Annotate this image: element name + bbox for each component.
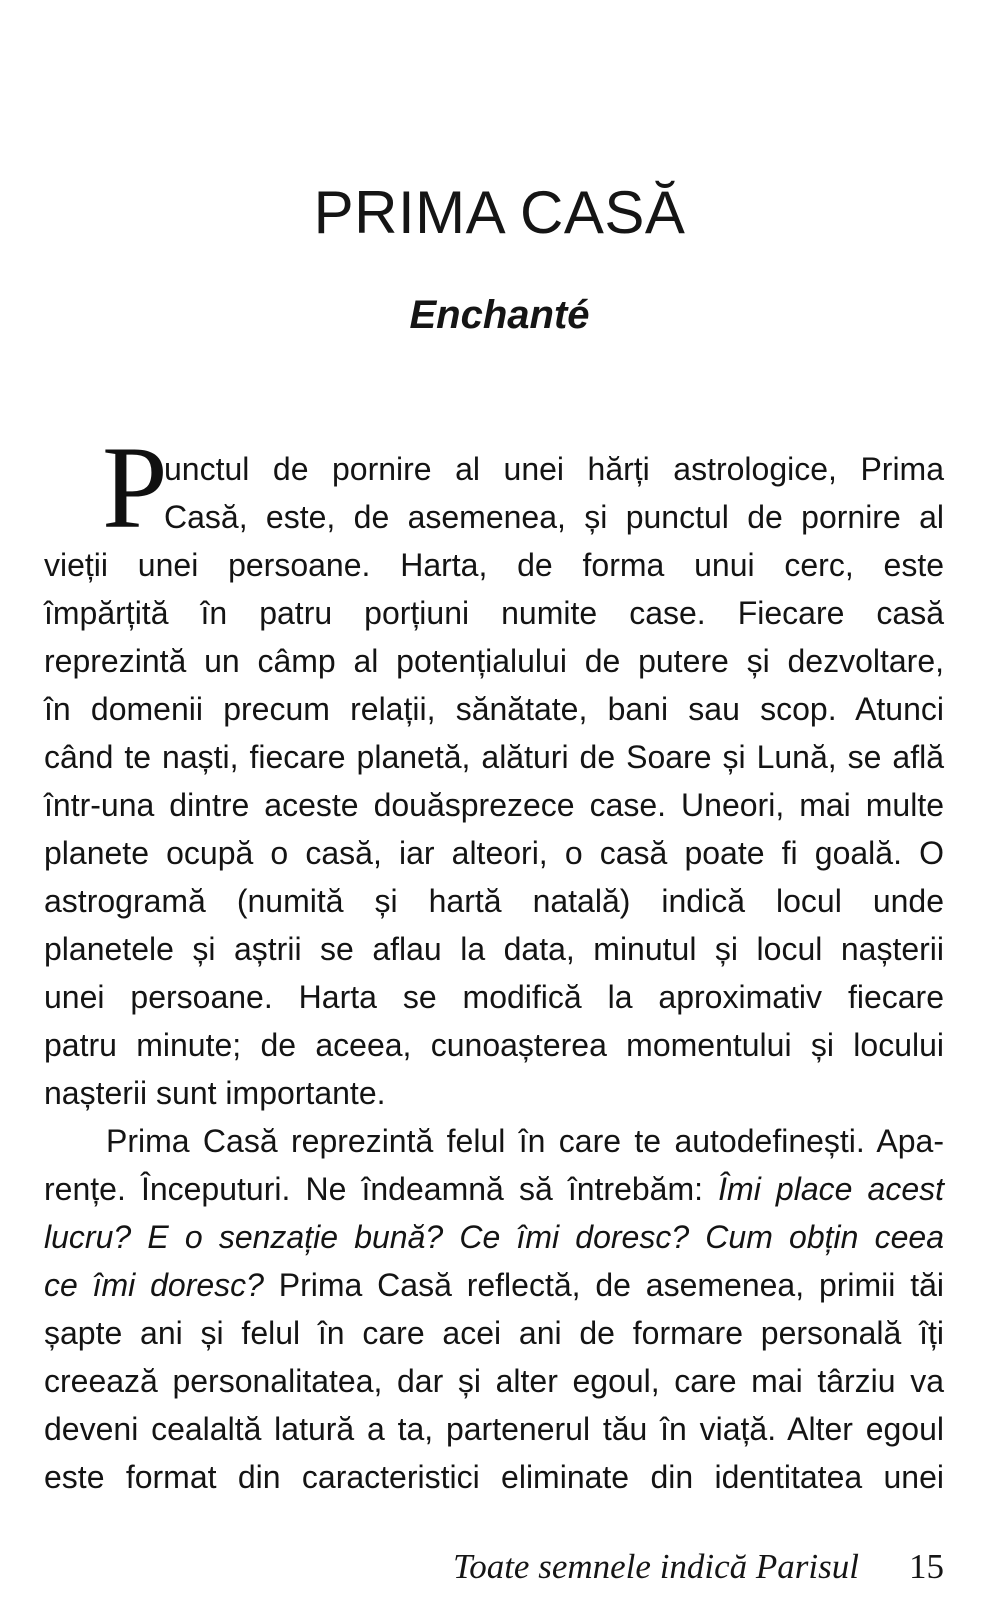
- text-segment: reprezintă un câmp al potențialului de putere și dezvoltare,: [44, 643, 944, 679]
- body-text: [44, 445, 944, 1501]
- text-segment: Prima Casă reflectă, de asemenea, primii tăi: [263, 1267, 944, 1303]
- chapter-subtitle: Enchanté: [409, 293, 590, 337]
- text-line: [44, 877, 944, 925]
- text-line: [44, 1213, 944, 1261]
- text-line: [44, 1405, 944, 1453]
- text-segment: rențe. Începuturi. Ne îndeamnă să întrebăm:: [44, 1171, 719, 1207]
- text-segment: astrogramă (numită și hartă natală) indică locul unde: [44, 883, 944, 919]
- text-segment: Îmi place acest: [718, 1171, 945, 1207]
- text-segment: nașterii sunt importante.: [44, 1075, 386, 1111]
- text-segment: unei persoane. Harta se modifică la aproximativ fiecare: [44, 979, 944, 1015]
- text-segment: este format din caracteristici eliminate din identitatea unei: [44, 1459, 944, 1495]
- text-line: [44, 445, 944, 493]
- text-segment: unctul de pornire al unei hărți astrologice, Prima: [164, 451, 944, 487]
- text-line: [44, 781, 944, 829]
- page-footer: [44, 1548, 944, 1587]
- text-line: [44, 1117, 944, 1165]
- text-line: [44, 925, 944, 973]
- text-segment: planete ocupă o casă, iar alteori, o casă poate fi goală. O: [44, 835, 944, 871]
- text-segment: Prima Casă reprezintă felul în care te autodefinești. Apa-: [106, 1123, 944, 1159]
- text-segment: creează personalitatea, dar și alter egoul, care mai târziu va: [44, 1363, 944, 1399]
- text-line: [44, 1309, 944, 1357]
- text-line: [44, 1261, 944, 1309]
- text-line: [44, 829, 944, 877]
- text-line: [44, 589, 944, 637]
- text-line: [44, 1453, 944, 1501]
- text-segment: deveni cealaltă latură a ta, partenerul tău în viață. Alter egoul: [44, 1411, 944, 1447]
- text-line: [44, 493, 944, 541]
- text-line: [44, 1165, 944, 1213]
- text-line: [44, 637, 944, 685]
- text-line: [44, 1021, 944, 1069]
- text-segment: planetele și aștrii se aflau la data, minutul și locul nașterii: [44, 931, 944, 967]
- text-segment: în domenii precum relații, sănătate, bani sau scop. Atunci: [44, 691, 944, 727]
- text-line: [44, 685, 944, 733]
- running-footer-title: Toate semnele indică Parisul: [452, 1547, 859, 1586]
- text-segment: patru minute; de aceea, cunoașterea momentului și locului: [44, 1027, 944, 1063]
- text-segment: vieții unei persoane. Harta, de forma unui cerc, este: [44, 547, 944, 583]
- text-line: [44, 973, 944, 1021]
- text-line: [44, 1357, 944, 1405]
- chapter-title: PRIMA CASĂ: [313, 179, 686, 246]
- text-line: [44, 733, 944, 781]
- text-segment: lucru? E o senzație bună? Ce îmi doresc? Cum obțin ceea: [44, 1219, 944, 1255]
- text-segment: ce îmi doresc?: [44, 1267, 264, 1303]
- text-segment: când te naști, fiecare planetă, alături de Soare și Lună, se află: [44, 739, 944, 775]
- text-segment: Casă, este, de asemenea, și punctul de pornire al: [164, 499, 944, 535]
- text-segment: împărțită în patru porțiuni numite case. Fiecare casă: [44, 595, 944, 631]
- page-number: 15: [909, 1547, 944, 1586]
- text-line: [44, 541, 944, 589]
- text-segment: într-una dintre aceste douăsprezece case. Uneori, mai multe: [44, 787, 944, 823]
- text-line: [44, 1069, 944, 1117]
- text-segment: șapte ani și felul în care acei ani de formare personală îți: [44, 1315, 944, 1351]
- drop-cap: P: [102, 422, 168, 553]
